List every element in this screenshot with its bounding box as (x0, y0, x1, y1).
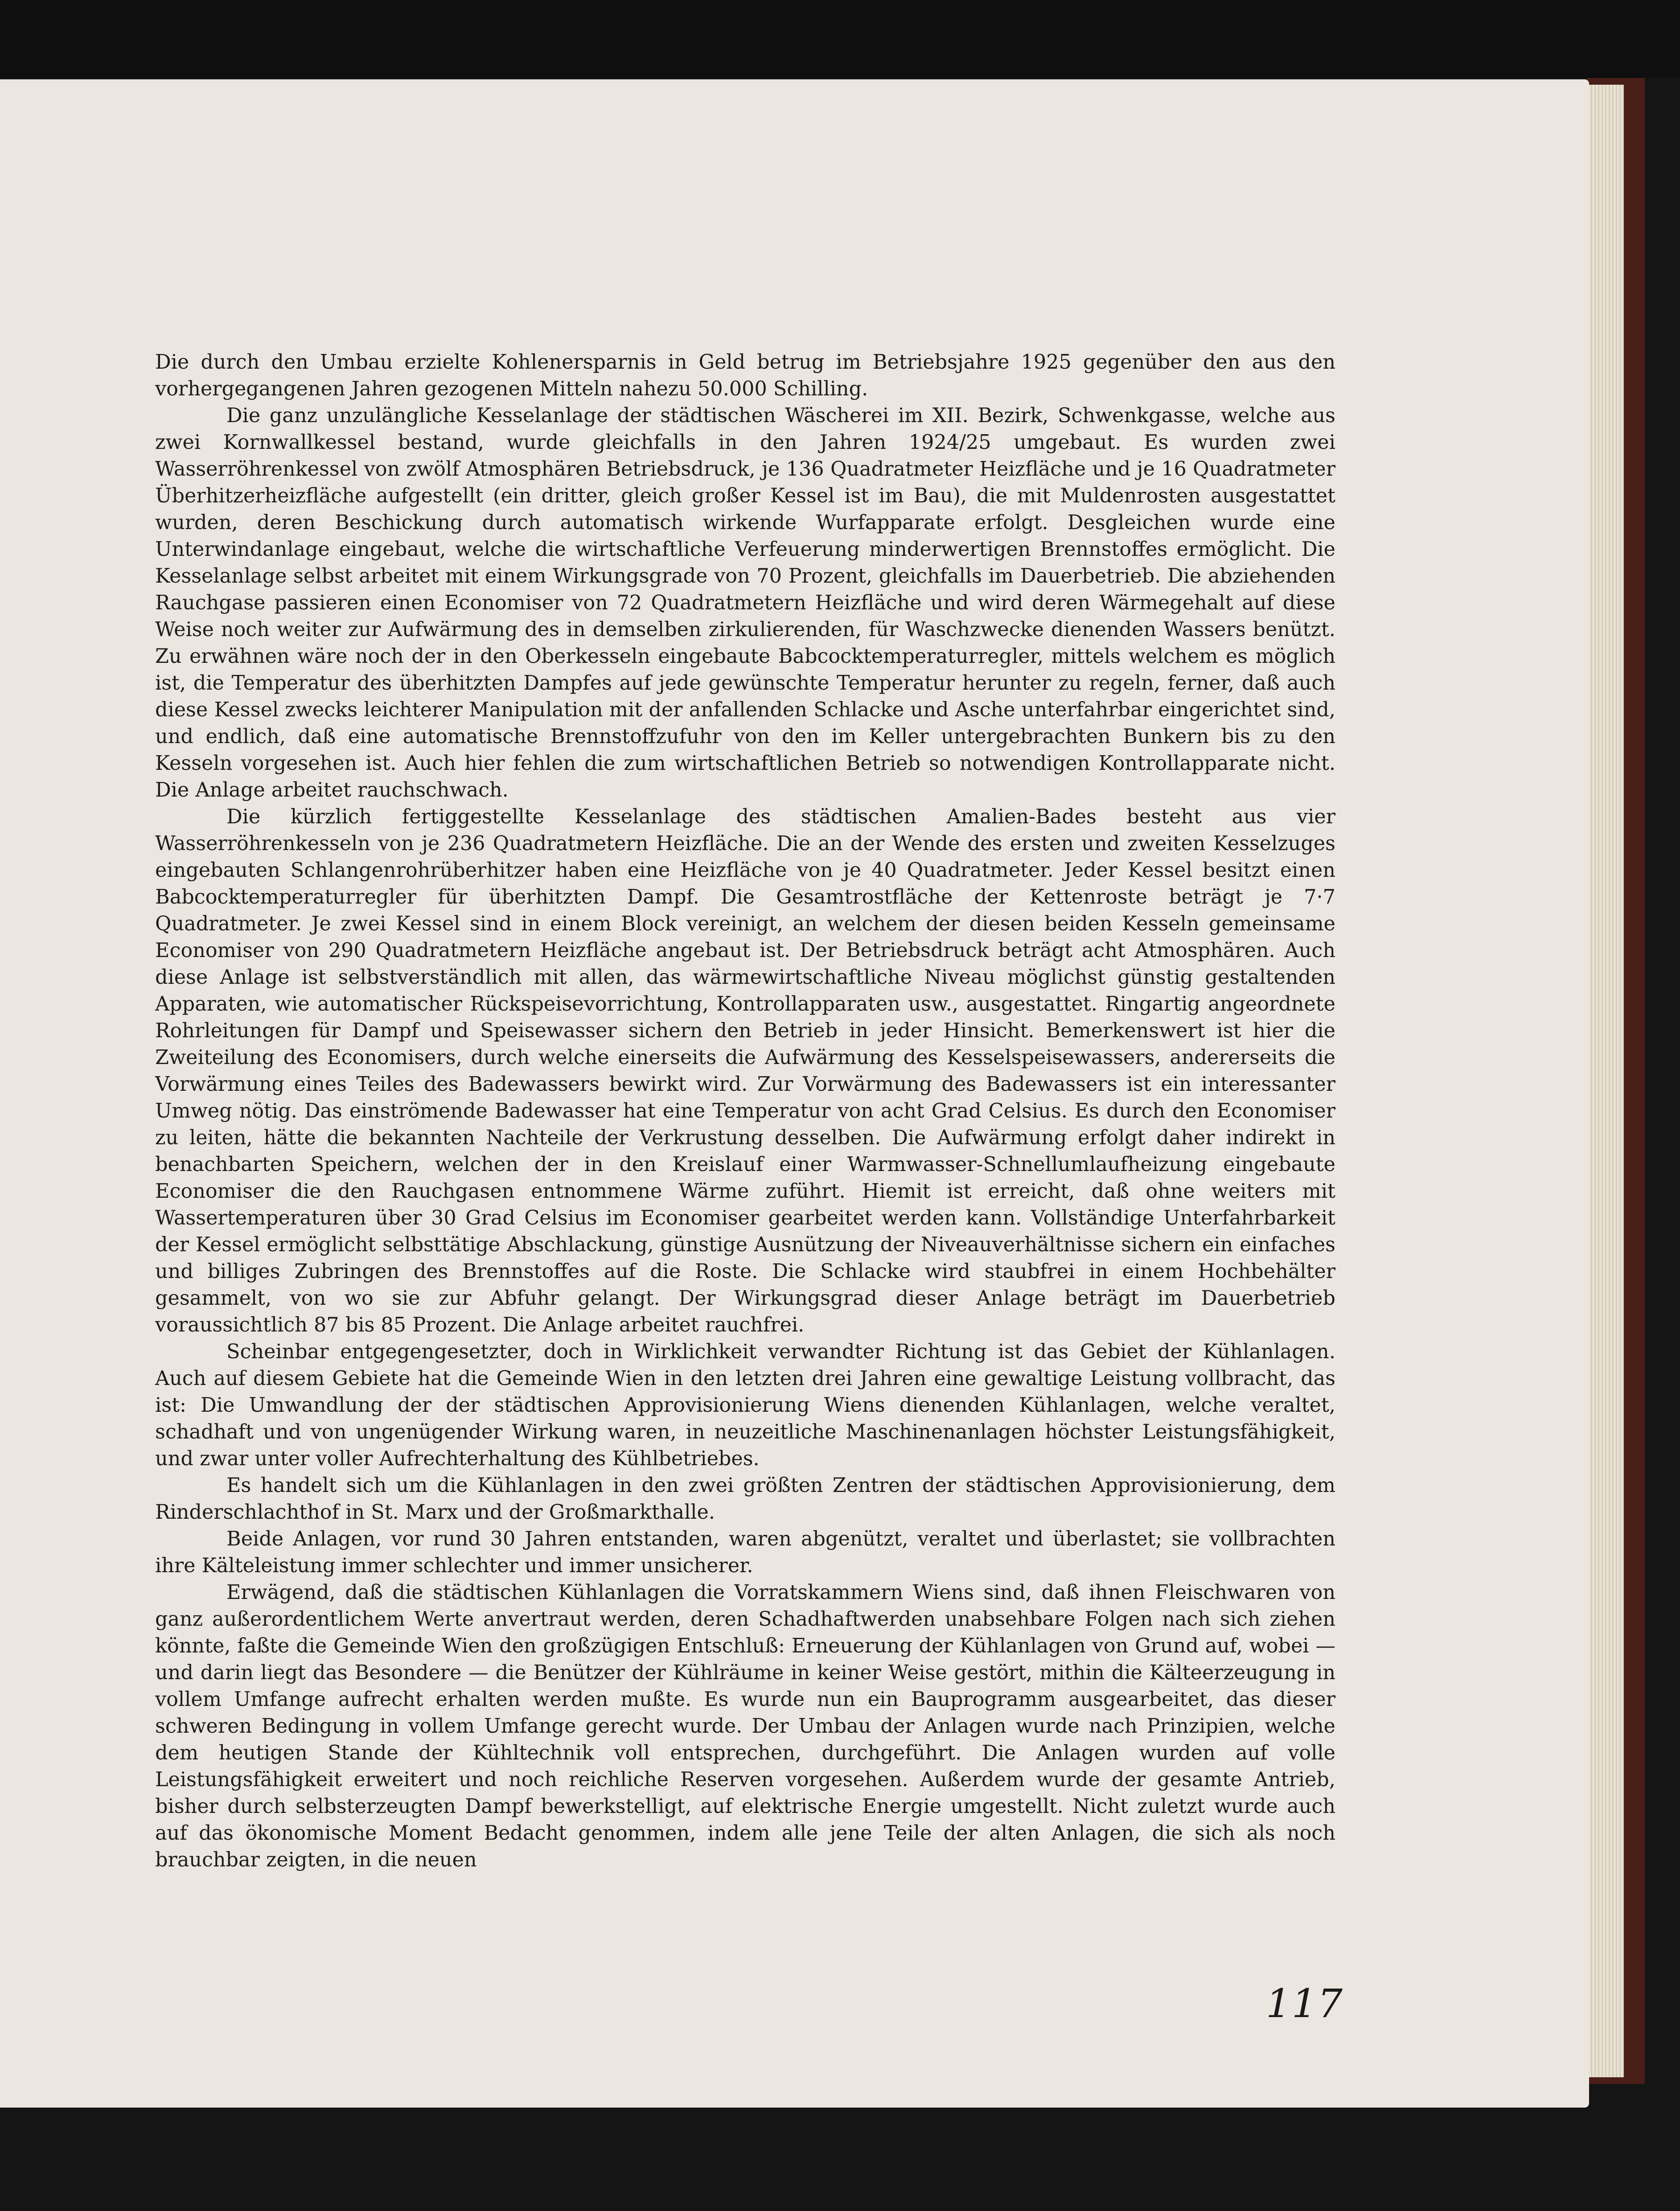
paragraph-2: Die ganz unzulängliche Kesselanlage der städtischen Wäscherei im XII. Bezirk, Schwenkgasse, welche aus zwei Kornwallkessel bestand, wurde gleichfalls in den Jahren 1924/25 umgebaut. Es wurden zwei Wasserröhrenkessel von zwölf Atmosphären Betriebsdruck, je 136 Quadratmeter Heizfläche und je 16 Quadratmeter Überhitzerheizfläche aufgestellt (ein dritter, gleich großer Kessel ist im Bau), die mit Muldenrosten ausgestattet wurden, deren Beschickung durch automatisch wirkende Wurfapparate erfolgt. Desgleichen wurde eine Unterwindanlage eingebaut, welche die wirtschaftliche Verfeuerung minderwertigen Brennstoffes ermöglicht. Die Kesselanlage selbst arbeitet mit einem Wirkungsgrade von 70 Prozent, gleichfalls im Dauerbetrieb. Die abziehenden Rauchgase passieren einen Economiser von 72 Quadratmetern Heizfläche und wird deren Wärmegehalt auf diese Weise noch weiter zur Aufwärmung des in demselben zirkulierenden, für Waschzwecke dienenden Wassers benützt. Zu erwähnen wäre noch der in den Oberkesseln eingebaute Babcocktemperaturregler, mittels welchem es möglich ist, die Temperatur des überhitzten Dampfes auf jede gewünschte Temperatur herunter zu regeln, ferner, daß auch diese Kessel zwecks leichterer Manipulation mit der anfallenden Schlacke und Asche unterfahrbar eingerichtet sind, und endlich, daß eine automatische Brennstoffzufuhr von den im Keller untergebrachten Bunkern bis zu den Kesseln vorgesehen ist. Auch hier fehlen die zum wirtschaftlichen Betrieb so notwendigen Kontrollapparate nicht. Die Anlage arbeitet rauchschwach. (155, 404, 1335, 801)
paragraph-6: Beide Anlagen, vor rund 30 Jahren entstanden, waren abgenützt, veraltet und überlastet; sie vollbrachten ihre Kälteleistung immer schlechter und immer unsicherer. (155, 1528, 1335, 1577)
paragraph-3: Die kürzlich fertiggestellte Kesselanlage des städtischen Amalien-Bades besteht aus vier Wasserröhrenkesseln von je 236 Quadratmetern Heizfläche. Die an der Wende des ersten und zweiten Kesselzuges eingebauten Schlangenrohrüberhitzer haben eine Heizfläche von je 40 Quadratmeter. Jeder Kessel besitzt einen Babcocktemperaturregler für überhitzten Dampf. Die Gesamtrostfläche der Kettenroste beträgt je 7·7 Quadratmeter. Je zwei Kessel sind in einem Block vereinigt, an welchem der diesen beiden Kesseln gemeinsame Economiser von 290 Quadratmetern Heizfläche angebaut ist. Der Betriebsdruck beträgt acht Atmosphären. Auch diese Anlage ist selbstverständlich mit allen, das wärmewirtschaftliche Niveau möglichst günstig gestaltenden Apparaten, wie automatischer Rückspeisevorrichtung, Kontrollapparaten usw., ausgestattet. Ringartig angeordnete Rohrleitungen für Dampf und Speisewasser sichern den Betrieb in jeder Hinsicht. Bemerkenswert ist hier die Zweiteilung des Economisers, durch welche einerseits die Aufwärmung des Kesselspeisewassers, andererseits die Vorwärmung eines Teiles des Badewassers bewirkt wird. Zur Vorwärmung des Badewassers ist ein interessanter Umweg nötig. Das einströmende Badewasser hat eine Temperatur von acht Grad Celsius. Es durch den Economiser zu leiten, hätte die bekannten Nachteile der Verkrustung desselben. Die Aufwärmung erfolgt daher indirekt in benachbarten Speichern, welchen der in den Kreislauf einer Warmwasser-Schnellumlaufheizung eingebaute Economiser die den Rauchgasen entnommene Wärme zuführt. Hiemit ist erreicht, daß ohne weiters mit Wassertemperaturen über 30 Grad Celsius im Economiser gearbeitet werden kann. Vollständige Unterfahrbarkeit der Kessel ermöglicht selbsttätige Abschlackung, günstige Ausnützung der Niveauverhältnisse sichern ein einfaches und billiges Zubringen des Brennstoffes auf die Roste. Die Schlacke wird staubfrei in einem Hochbehälter gesammelt, von wo sie zur Abfuhr gelangt. Der Wirkungsgrad dieser Anlage beträgt im Dauerbetrieb voraussichtlich 87 bis 85 Prozent. Die Anlage arbeitet rauchfrei. (155, 805, 1335, 1336)
paragraph-1: Die durch den Umbau erzielte Kohlenersparnis in Geld betrug im Betriebsjahre 1925 gegenüber den aus den vorhergegangenen Jahren gezogenen Mitteln nahezu 50.000 Schilling. (155, 351, 1335, 400)
body-text (155, 349, 1335, 1874)
paragraph-4: Scheinbar entgegengesetzter, doch in Wirklichkeit verwandter Richtung ist das Gebiet der Kühlanlagen. Auch auf diesem Gebiete hat die Gemeinde Wien in den letzten drei Jahren eine gewaltige Leistung vollbracht, das ist: Die Umwandlung der der städtischen Approvisionierung Wiens dienenden Kühlanlagen, welche veraltet, schadhaft und von ungenügender Wirkung waren, in neuzeitliche Maschinenanlagen höchster Leistungsfähigkeit, und zwar unter voller Aufrechterhaltung des Kühlbetriebes. (155, 1340, 1335, 1470)
book-page (0, 79, 1589, 2108)
page-number: 117 (1266, 1981, 1343, 2026)
scan-background-top (0, 0, 1680, 78)
paragraph-5: Es handelt sich um die Kühlanlagen in den zwei größten Zentren der städtischen Approvisionierung, dem Rinderschlachthof in St. Marx und der Großmarkthalle. (155, 1474, 1335, 1524)
paragraph-7: Erwägend, daß die städtischen Kühlanlagen die Vorratskammern Wiens sind, daß ihnen Fleischwaren von ganz außerordentlichem Werte anvertraut werden, deren Schadhaftwerden unabsehbare Folgen nach sich ziehen könnte, faßte die Gemeinde Wien den großzügigen Entschluß: Erneuerung der Kühlanlagen von Grund auf, wobei — und darin liegt das Besondere — die Benützer der Kühlräume in keiner Weise gestört, mithin die Kälteerzeugung in vollem Umfange aufrecht erhalten werden mußte. Es wurde nun ein Bauprogramm ausgearbeitet, das dieser schweren Bedingung in vollem Umfange gerecht wurde. Der Umbau der Anlagen wurde nach Prinzipien, welche dem heutigen Stande der Kühltechnik voll entsprechen, durchgeführt. Die Anlagen wurden auf volle Leistungsfähigkeit erweitert und noch reichliche Reserven vorgesehen. Außerdem wurde der gesamte Antrieb, bisher durch selbsterzeugten Dampf bewerkstelligt, auf elektrische Energie umgestellt. Nicht zuletzt wurde auch auf das ökonomische Moment Bedacht genommen, indem alle jene Teile der alten Anlagen, die sich als noch brauchbar zeigten, in die neuen (155, 1581, 1335, 1871)
